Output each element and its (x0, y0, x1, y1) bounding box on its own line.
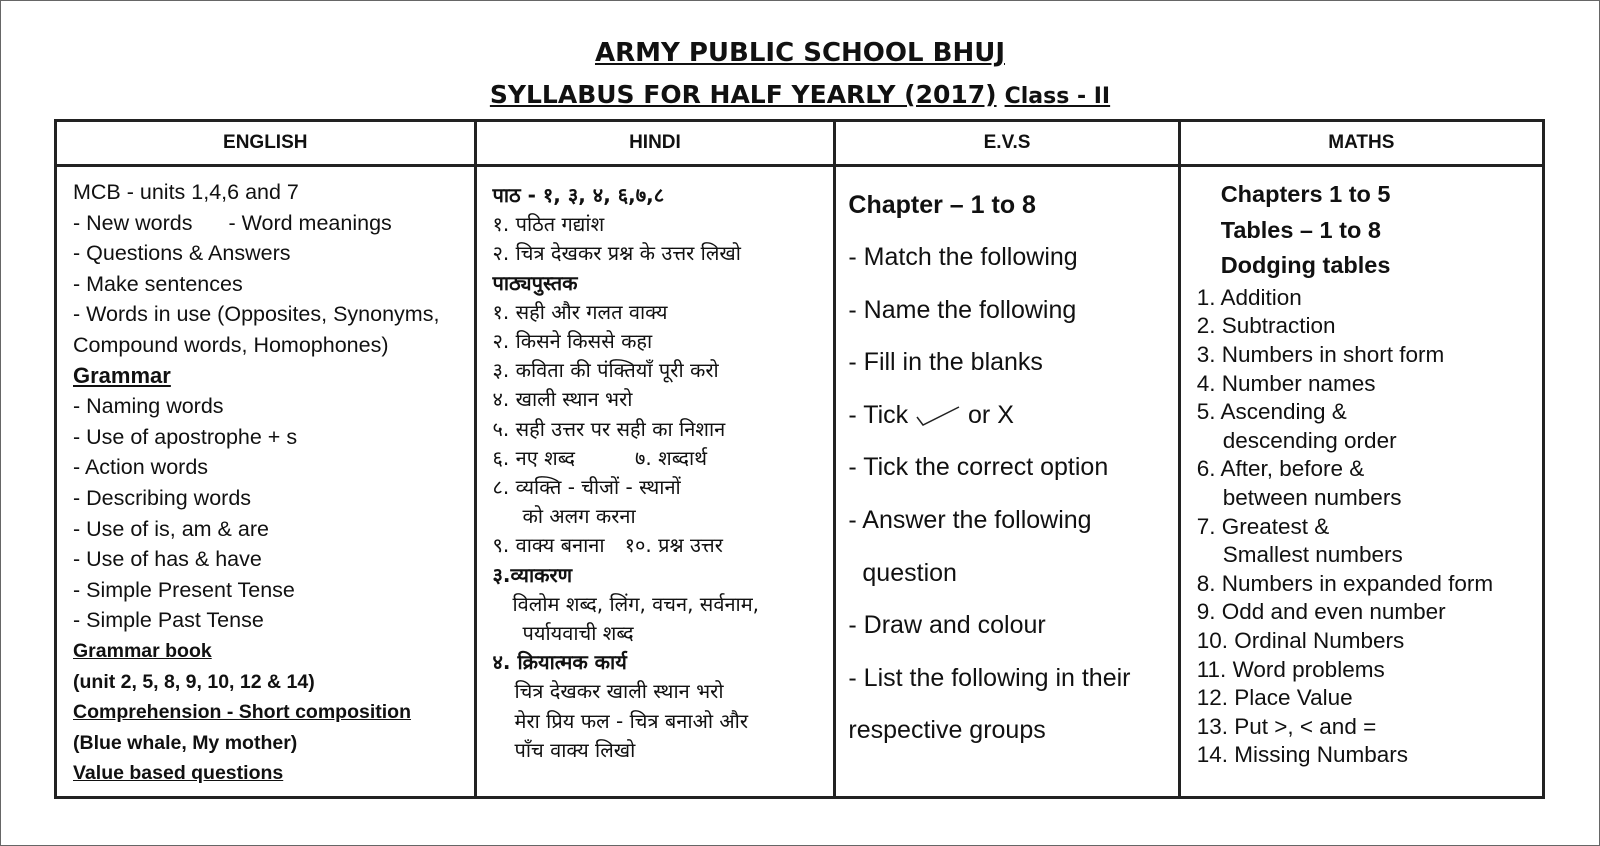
list-item: 12. Place Value (1196, 685, 1353, 711)
list-item: २. चित्र देखकर प्रश्न के उत्तर लिखो (492, 241, 741, 266)
list-item: ३.व्याकरण (492, 562, 573, 587)
list-item: - Naming words (73, 394, 224, 419)
list-item: 2. Subtraction (1196, 313, 1336, 339)
list-item: - Words in use (Opposites, Synonyms, (73, 302, 440, 327)
english-cell (56, 166, 476, 798)
syllabus-table (54, 119, 1545, 799)
list-item: ४. क्रियात्मक कार्य (492, 650, 627, 675)
list-item: - Tick or X (848, 400, 1014, 429)
list-item: ५. सही उत्तर पर सही का निशान (492, 416, 726, 441)
list-item: - Use of is, am & are (73, 516, 269, 541)
list-item: - Use of has & have (73, 547, 262, 572)
comprehension-heading: Comprehension - Short composition (73, 701, 412, 724)
list-item: 6. After, before & (1196, 456, 1365, 482)
list-item: चित्र देखकर खाली स्थान भरो (514, 679, 724, 704)
list-item: - Match the following (848, 243, 1078, 271)
list-item: MCB - units 1,4,6 and 7 (73, 180, 299, 204)
list-item: - Use of apostrophe + s (73, 424, 298, 449)
list-item: - Simple Present Tense (73, 577, 295, 602)
evs-cell (835, 166, 1179, 798)
list-item: 13. Put >, < and = (1196, 713, 1377, 739)
list-item: 7. Greatest & (1196, 513, 1330, 539)
list-item: ४. खाली स्थान भरो (492, 387, 633, 412)
list-item: - Answer the following (848, 505, 1092, 534)
list-item: १. सही और गलत वाक्य (492, 299, 668, 324)
tick-mark-icon (915, 405, 961, 427)
list-item: - Describing words (73, 485, 252, 510)
list-item: descending order (1222, 427, 1397, 453)
syllabus-title: SYLLABUS FOR HALF YEARLY (2017) Class - II (489, 80, 1111, 109)
list-item: 1. Addition (1196, 284, 1302, 310)
list-item: विलोम शब्द, लिंग, वचन, सर्वनाम, (512, 591, 760, 616)
list-item: - Simple Past Tense (73, 608, 264, 633)
evs-chapter-heading: Chapter – 1 to 8 (848, 191, 1036, 219)
list-item: 11. Word problems (1196, 656, 1385, 682)
school-title: ARMY PUBLIC SCHOOL BHUJ (594, 38, 1005, 68)
class-label: Class - II (1004, 84, 1111, 109)
list-item: - List the following in their (848, 663, 1131, 692)
maths-tables-heading: Tables – 1 to 8 (1220, 216, 1381, 243)
list-item: - Name the following (848, 295, 1077, 324)
maths-cell (1179, 166, 1543, 798)
list-item: Compound words, Homophones) (73, 332, 389, 357)
list-item: ९. वाक्य बनाना १०. प्रश्न उत्तर (492, 533, 723, 558)
list-item: पाठ - १, ३, ४, ६,७,८ (492, 183, 665, 207)
list-item: ३. कविता की पंक्तियाँ पूरी करो (492, 358, 719, 383)
list-item: 3. Numbers in short form (1196, 341, 1445, 367)
list-item: ६. नए शब्द ७. शब्दार्थ (492, 445, 707, 470)
col-header-hindi: HINDI (475, 121, 835, 166)
hindi-cell (475, 166, 835, 798)
list-item: respective groups (848, 716, 1046, 745)
list-item: ८. व्यक्ति - चीजों - स्थानों (492, 475, 681, 500)
list-item: 4. Number names (1196, 370, 1376, 396)
value-questions-heading: Value based questions (73, 762, 284, 785)
list-item: 9. Odd and even number (1196, 599, 1446, 625)
content-row (56, 166, 1544, 798)
list-item: २. किसने किससे कहा (492, 329, 653, 354)
grammar-heading: Grammar (73, 362, 171, 388)
list-item: - Make sentences (73, 271, 243, 296)
list-item: 14. Missing Numbars (1196, 742, 1409, 768)
list-item: - Action words (73, 455, 209, 480)
list-item: - Tick the correct option (848, 453, 1109, 482)
col-header-english: ENGLISH (56, 121, 476, 166)
list-item: पर्यायवाची शब्द (522, 621, 634, 646)
list-item: पाँच वाक्य लिखो (514, 737, 636, 762)
col-header-evs: E.V.S (835, 121, 1179, 166)
list-item: - Questions & Answers (73, 241, 291, 266)
maths-dodging-heading: Dodging tables (1220, 252, 1391, 279)
list-item: 10. Ordinal Numbers (1196, 627, 1405, 653)
list-item: - Draw and colour (848, 611, 1046, 640)
list-item: between numbers (1222, 484, 1402, 510)
header-row (56, 121, 1544, 166)
list-item: १. पठित गद्यांश (492, 212, 605, 237)
list-item: मेरा प्रिय फल - चित्र बनाओ और (514, 708, 749, 733)
col-header-maths: MATHS (1179, 121, 1543, 166)
list-item: (unit 2, 5, 8, 9, 10, 12 & 14) (73, 670, 315, 693)
list-item: 5. Ascending & (1196, 399, 1347, 425)
list-item: Smallest numbers (1222, 542, 1403, 568)
list-item: question (862, 558, 957, 587)
list-item: - New words - Word meanings (73, 210, 392, 235)
list-item: को अलग करना (522, 504, 636, 529)
grammar-book-heading: Grammar book (73, 639, 212, 662)
list-item: 8. Numbers in expanded form (1196, 570, 1494, 596)
list-item: - Fill in the blanks (848, 348, 1043, 377)
maths-chapters-heading: Chapters 1 to 5 (1220, 181, 1391, 207)
list-item: (Blue whale, My mother) (73, 731, 298, 754)
list-item: पाठ्यपुस्तक (492, 270, 578, 295)
